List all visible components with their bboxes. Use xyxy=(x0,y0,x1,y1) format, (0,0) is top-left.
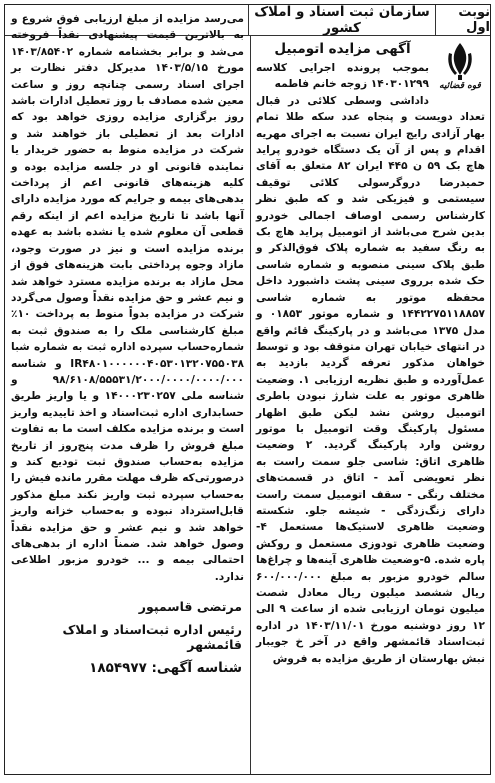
signatory-role: رئیس اداره ثبت‌اسناد و املاک قائمشهر xyxy=(62,622,242,653)
signature-block xyxy=(11,599,244,676)
signatory-name: مرتضی قاسمپور xyxy=(138,599,242,615)
left-column xyxy=(5,5,250,774)
judiciary-emblem xyxy=(435,41,485,91)
notice-id: شناسه آگهی: ۱۸۵۴۹۷۷ xyxy=(89,660,242,677)
notice-title: آگهی مزایده اتومبیل xyxy=(274,41,411,57)
notice-body-left: می‌رسد مزایده از مبلغ ارزیابی فوق شروع و به بالاترین قیمت پیشنهادی نقداً فروخته می‌شد و برابر بخشنامه شماره ۱۴۰۳/۸۵۴۰۲ مورخ ۱۴۰۳/۵/۱۵ مدیرکل دفتر نظارت بر اجرای اسناد رسمی چنانچه روز و ساعت معین شده مصادف با روز تعطیل ادارات باشد روز برگزاری مزایده روزی خواهد بود که ادارات بعد از تعطیلی باز خواهند شد و شرکت در مزایده منوط به حضور خریدار یا نماینده قانونی او در جلسه مزایده بوده و کلیه هزینه‌های قانونی اعم از پرداخت بدهی‌های بیمه و جرایم که مورد مزایده دارای آنها باشد تا تاریخ مزایده اعم از اینکه رقم قطعی آن معلوم شده یا نشده باشد به عهده برنده مزایده است و نیز در صورت وجود، مازاد وجوه پرداختی بابت هزینه‌های فوق از محل مازاد به برنده مزایده مسترد خواهد شد و نیم عشر و حق مزایده نقداً وصول می‌گردد شرکت در مزایده بدواً منوط به پرداخت ۱۰٪ مبلغ کارشناسی ملک را به صندوق ثبت به شماره‌حساب سپرده اداره ثبت به شماره شبا IR۴۸۰۱۰۰۰۰۰۰۴۰۵۳۰۱۳۲۰۷۵۵۰۳۸ و شناسه ۹۸/۶۱۰۸/۵۵۵۳۱/۲۰۰۰/۰۰۰۰/۰۰۰۰/۰۰۰ و شناسه ملی ۱۴۰۰۰۲۳۰۲۵۷ و یا واریز طریق حسابداری اداره ثبت‌اسناد و اخذ تاییدیه واریز است و برنده مزایده مکلف است ما به تفاوت مبلغ فروش را ظرف مدت پنج‌روز از تاریخ مزایده به‌حساب صندوق ثبت تودیع کند و درصورتی‌که ظرف مهلت مقرر مانده فیش را به‌حساب سپرده ثبت واریز نکند مبلغ مذکور قابل‌استرداد نبوده و به‌حساب خزانه واریز خواهد شد و نیم عشر و حق مزایده نقداً وصول خواهد شد. ضمناً اداره از بدهی‌های احتمالی بیمه و ... خودرو مزبور اطلاعی ندارد. xyxy=(11,13,244,583)
notice-page xyxy=(4,4,491,775)
notice-body-right: داداشی وسطی کلائی در قبال تعداد دویست و پنجاه عدد سکه طلا تمام بهار آزادی رایج ایران نسبت به اجرای مهریه اقدام و پس از آن یک دستگاه خودرو پراید هاچ بک ۵۹ ن ۴۴۵ ایران ۸۲ متعلق به آقای حمیدرضا دروگرسولی کلائی توقیف سیستمی و فیزیکی شد و که طبق نظر کارشناس رسمی اوصاف اجمالی خودرو بدین شرح می‌باشد از اتومبیل پراید هاچ بک به رنگ سفید به شماره پلاک فوق‌الذکر و طبق پلاک سینی منصوبه و شماره شاسی حک شده برروی سینی پشت داشبورد داخل محفظه موتور به شماره شاسی ۱۴۴۲۲۷۵۱۱۸۸۵۷ و شماره موتور ۰۱۸۵۳ و مدل ۱۳۷۵ می‌باشد و در پارکینگ قائم واقع در انتهای خیابان تهران متوقف بود و توسط خواهان مذکور تعرفه گردید بازدید به عمل‌آورده و طبق نظریه ارزیابی ۱. وضعیت ظاهری موتور به علت شارژ نبودن باطری اتومبیل روشن نشد لیکن طبق اظهار مسئول پارکینگ وقت اتومبیل با موتور روشن وارد پارکینگ گردید. ۲ وضعیت ظاهری اتاق: شاسی جلو سمت راست به نظر تعویضی آمد - اتاق در قسمت‌های مختلف رنگی - سقف اتومبیل سمت راست دارای زنگ‌زدگی - شیشه جلو. شکسته وضعیت ظاهری لاستیک‌ها مستعمل ۴- وضعیت ظاهری تودوزی مستعمل و روکش پاره شده. ۵-وضعیت ظاهری آینه‌ها و چراغ‌ها سالم خودرو مزبور به مبلغ ۶۰۰/۰۰۰/۰۰۰ ریال ششصد میلیون ریال معادل شصت میلیون تومان ارزیابی شده از ساعت ۹ الی ۱۲ روز دوشنبه مورخ ۱۴۰۳/۱۱/۰۱ در اداره ثبت‌اسناد قائمشهر واقع در آخر خ جویبار نبش بهارستان از طریق مزایده به فروش xyxy=(256,94,486,665)
notice-intro: بموجب پرونده اجرایی کلاسه ۱۴۰۳۰۱۲۹۹ زوجه خانم فاطمه xyxy=(256,62,429,91)
judiciary-emblem-icon xyxy=(443,41,477,81)
organization-title: سازمان ثبت اسناد و املاک کشور xyxy=(248,5,435,35)
emblem-caption: قوه قضائیه xyxy=(439,81,481,91)
publication-badge: نوبت اول xyxy=(435,5,490,35)
right-column xyxy=(250,35,490,774)
